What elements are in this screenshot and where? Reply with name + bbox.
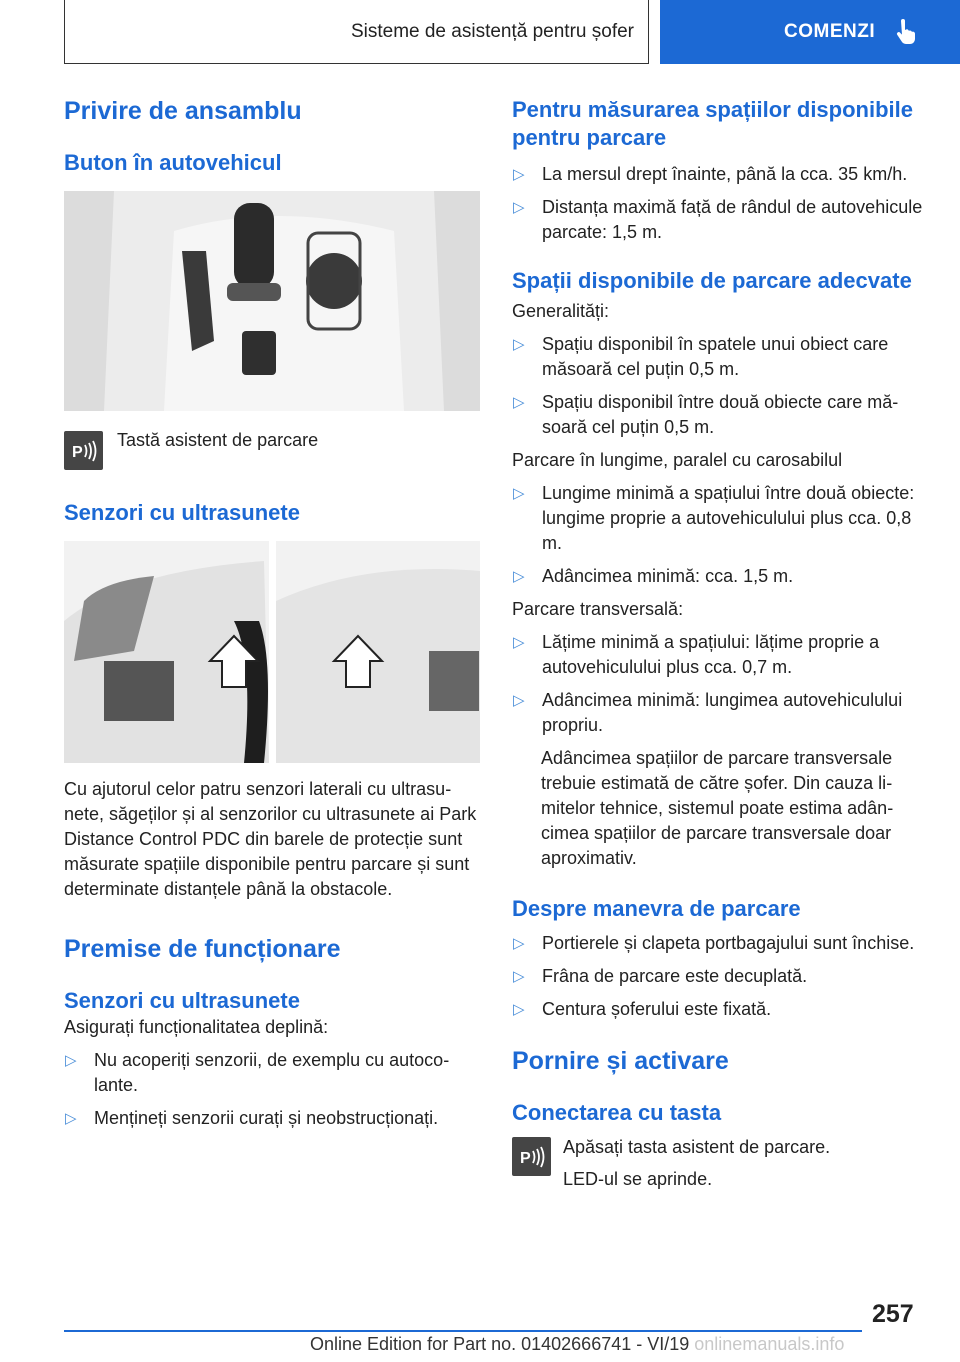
left-column <box>64 96 480 1131</box>
tab-comenzi[interactable] <box>660 0 960 64</box>
heading-ultrasonic-sensors: Senzori cu ultrasunete <box>64 500 300 525</box>
bullet-triangle-icon: ▷ <box>513 935 525 952</box>
bullet-triangle-icon: ▷ <box>513 568 525 585</box>
heading-maneuver: Despre manevra de parcare <box>512 896 801 921</box>
key-caption: Tastă asistent de parcare <box>117 430 319 450</box>
press-key-text <box>563 1135 830 1192</box>
ensure-text: Asigurați funcționalitatea deplină: <box>64 1017 329 1037</box>
right-column <box>512 96 927 1192</box>
bullet-triangle-icon: ▷ <box>513 394 525 411</box>
heading-premise: Premise de funcționare <box>64 935 341 963</box>
heading-button-in-vehicle: Buton în autovehicul <box>64 150 282 175</box>
press-instruction: Apăsați tasta asistent de parcare. <box>563 1137 831 1157</box>
list-item: ▷ Nu acoperiți senzorii, de exemplu cu autocolante. <box>64 1048 480 1098</box>
bullet-triangle-icon: ▷ <box>513 485 525 502</box>
bullet-triangle-icon: ▷ <box>513 634 525 651</box>
section-title: Sisteme de asistență pentru șofer <box>350 20 634 42</box>
list-item: ▷ La mersul drept înainte, până la cca. 35 km/h. <box>512 162 927 187</box>
bullet-triangle-icon: ▷ <box>65 1110 77 1127</box>
list-item: ▷ Lățime minimă a spațiului: lățime proprie a autovehiculului plus cca. 0,7 m. <box>512 630 927 680</box>
footer-edition <box>310 1334 844 1355</box>
press-key-row <box>512 1137 927 1192</box>
key-caption-row <box>64 431 480 470</box>
console-photo <box>64 191 480 411</box>
bullet-triangle-icon: ▷ <box>513 166 525 183</box>
bullet-triangle-icon: ▷ <box>513 968 525 985</box>
edition-text: Online Edition for Part no. 01402666741 - VI/19 <box>310 1334 690 1354</box>
parallel-label: Parcare în lungime, paralel cu carosabilul <box>512 450 843 470</box>
list-item: ▷ Centura șoferului este fixată. <box>512 997 927 1022</box>
bullet-triangle-icon: ▷ <box>65 1052 77 1069</box>
bumper-sensors-photo <box>64 541 480 763</box>
watermark: onlinemanuals.info <box>694 1334 845 1354</box>
section-header <box>64 0 649 64</box>
heading-suitable-spaces: Spații disponibile de parcare adecvate <box>512 268 912 293</box>
bullet-triangle-icon: ▷ <box>513 692 525 709</box>
heading-connect: Conectarea cu tasta <box>512 1100 722 1125</box>
transverse-label: Parcare transversală: <box>512 599 684 619</box>
svg-text:P: P <box>71 443 83 461</box>
list-item: ▷ Lungime minimă a spațiului între două obiecte: lungime proprie a autovehiculului plus cca. 0,8 m. <box>512 481 927 556</box>
list-item: ▷ Adâncimea minimă: lungimea autovehiculului propriu. <box>512 688 927 738</box>
list-item: ▷ Frâna de parcare este decuplată. <box>512 964 927 989</box>
sensors-paragraph: Cu ajutorul celor patru senzori laterali cu ultrasunete, săgeților și al senzorilor cu ultrasunete ai Park Distance Control PDC din barele de protecție sunt măsurate spațiile disponibile pentru parcare și sunt determinate distanțele până la obstacole. <box>64 779 477 899</box>
general-label: Generalități: <box>512 301 610 321</box>
list-item: ▷ Portierele și clapeta portbagajului sunt închise. <box>512 931 927 956</box>
heading-ultrasonic-sensors-2: Senzori cu ultrasunete <box>64 988 300 1013</box>
list-item: ▷ Spațiu disponibil în spatele unui obiect care măsoară cel puțin 0,5 m. <box>512 332 927 382</box>
heading-start: Pornire și activare <box>512 1047 729 1075</box>
bullet-triangle-icon: ▷ <box>513 336 525 353</box>
bullet-triangle-icon: ▷ <box>513 199 525 216</box>
tab-label: COMENZI <box>784 21 876 42</box>
list-item: ▷ Adâncimea minimă: cca. 1,5 m. <box>512 564 927 589</box>
list-item: ▷ Spațiu disponibil între două obiecte care măsoară cel puțin 0,5 m. <box>512 390 927 440</box>
footer-divider <box>64 1330 862 1332</box>
list-item: ▷ Mențineți senzorii curați și neobstrucționați. <box>64 1106 480 1131</box>
bullet-triangle-icon: ▷ <box>513 1001 525 1018</box>
heading-overview: Privire de ansamblu <box>64 97 302 125</box>
transverse-note: Adâncimea spațiilor de parcare transversale trebuie estimată de către șofer. Din cauza limitelor tehnice, sistemul poate estima adâncimea spațiilor de parcare transversale doar aproximativ. <box>541 748 894 868</box>
list-item: ▷ Distanța maximă față de rândul de autovehicule parcate: 1,5 m. <box>512 195 927 245</box>
led-text: LED-ul se aprinde. <box>563 1169 713 1189</box>
heading-measure: Pentru măsurarea spațiilor disponibile pentru parcare <box>512 97 913 150</box>
svg-text:P: P <box>519 1149 531 1167</box>
hand-pointer-icon <box>895 19 917 45</box>
page-number: 257 <box>872 1300 914 1328</box>
parking-assistant-key-icon <box>512 1137 551 1176</box>
parking-assistant-key-icon <box>64 431 103 470</box>
